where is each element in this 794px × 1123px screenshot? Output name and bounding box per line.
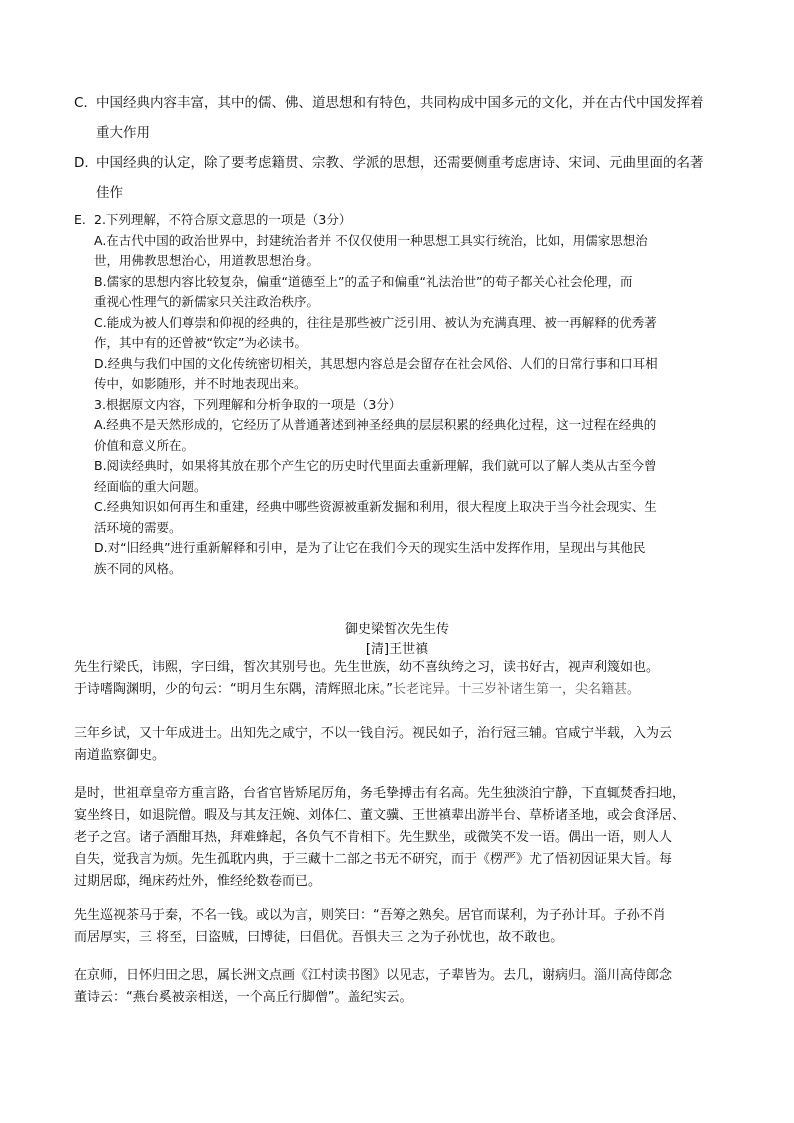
question-line: 活环境的需要。 bbox=[94, 519, 182, 535]
paragraph-line: 先生巡视茶马于秦，不名一钱。或以为言，则笑曰：“吾筹之熟矣。居官而谋利，为子孙计耳。子孙不肖 bbox=[74, 908, 666, 923]
paragraph-line: 自失，觉我言为烦。先生孤耽内典，于三藏十二部之书无不研究，而于《楞严》尤了悟初因证果大旨。每 bbox=[74, 852, 673, 867]
question-line: 族不同的风格。 bbox=[94, 560, 182, 576]
question-line: C.经典知识如何再生和重建，经典中哪些资源被重新发掘和利用，很大程度上取决于当今社会现实、生 bbox=[94, 499, 657, 514]
question-line: D.对“旧经典”进行重新解释和引申，是为了让它在我们今天的现实生活中发挥作用，呈现出与其他民 bbox=[94, 540, 646, 555]
question-line: 价值和意义所在。 bbox=[94, 437, 195, 453]
essay-author: [清]王世禛 bbox=[365, 642, 429, 657]
question-line: 经面临的重大问题。 bbox=[94, 478, 207, 494]
question-line: B.阅读经典时，如果将其放在那个产生它的历史时代里面去重新理解，我们就可以了解人类从古至今曾 bbox=[94, 458, 657, 473]
option-c-line-1: 中国经典内容丰富，其中的儒、佛、道思想和有特色，共同构成中国多元的文化，并在古代中国发挥着 bbox=[96, 95, 704, 111]
essay-paragraph bbox=[74, 905, 734, 949]
essay-paragraph bbox=[74, 723, 734, 767]
question-line: C.能成为被人们尊崇和仰视的经典的，往往是那些被广泛引用、被认为充满真理、被一再解释的优秀著 bbox=[94, 314, 657, 330]
option-e-key: E. bbox=[74, 212, 86, 227]
paragraph-line: 先生行梁氏，讳熙，字曰缉，皙次其别号也。先生世族，幼不喜纨绔之习，读书好古，视声利篾如也。 bbox=[74, 660, 660, 675]
paragraph-line: 而居厚实，三 将至，曰盗贼，曰博徒，曰倡优。吾惧夫三 之为子孙忧也，故不敢也。 bbox=[74, 930, 564, 945]
essay-paragraph bbox=[74, 657, 734, 701]
paragraph-line: 宴坐终日，如退院僧。暇及与其友汪婉、刘体仁、董文骥、王世禛辈出游半台、草桥诸圣地，或会食泽居、 bbox=[74, 808, 686, 823]
question-line: B.儒家的思想内容比较复杂，偏重“道德至上”的孟子和偏重“礼法治世”的荀子都关心社会伦理，而 bbox=[94, 273, 633, 289]
essay-title: 御史梁皙次先生传 bbox=[344, 622, 449, 637]
paragraph-line: 是时，世祖章皇帝方重言路，台省官皆矫尾厉角，务毛挚搏击有名高。先生独淡泊宁静，下直辄焚香扫地， bbox=[74, 786, 686, 801]
paragraph-line: 老子之宫。诸子酒酣耳热，拜难蜂起，各负气不肯相下。先生默坐，或微笑不发一语。偶出一语，则人人 bbox=[74, 830, 673, 845]
question-line: 世，用佛教思想治心，用道教思想治身。 bbox=[94, 253, 320, 268]
question-line: E. 2.下列理解，不符合原文意思的一项是（3分） bbox=[74, 210, 734, 231]
question-line: A.经典不是天然形成的，它经历了从普通著述到神圣经典的层层积累的经典化过程，这一过程在经典的 bbox=[94, 417, 657, 432]
paragraph-line: 董诗云：“燕台奚被亲相送，一个高丘行脚僧”。盖纪实云。 bbox=[74, 990, 413, 1005]
paragraph-line: 过期居邸，绳床药灶外，惟经纶数卷而已。 bbox=[74, 874, 322, 889]
option-c-key: C. bbox=[74, 95, 88, 111]
question-line: 传中，如影随形，并不时地表现出来。 bbox=[94, 376, 307, 391]
question-line: 作，其中有的还曾被“钦定”为必读书。 bbox=[94, 335, 307, 350]
essay-paragraph bbox=[74, 965, 734, 1009]
paragraph-line: 在京师，日怀归田之思，属长洲文点画《江村读书图》以见志，子辈皆为。去几，谢病归。淄川高侍郎念 bbox=[74, 968, 673, 983]
paragraph-line: 于诗嗜陶渊明，少的句云：“明月生东隅，清辉照北床。”长老诧异。十三岁补诸生第一，尖名籍甚。 bbox=[74, 682, 640, 697]
option-d-key: D. bbox=[74, 155, 89, 171]
question-line: 重视心性理气的新儒家只关注政治秩序。 bbox=[94, 294, 320, 309]
option-d-line-2: 佳作 bbox=[96, 185, 123, 201]
question-line: A.在古代中国的政治世界中，封建统治者并 不仅仅使用一种思想工具实行统治，比如，用儒家思想治 bbox=[94, 232, 648, 248]
option-c bbox=[74, 88, 734, 148]
option-d bbox=[74, 148, 734, 208]
option-d-line-1: 中国经典的认定，除了要考虑籍贯、宗教、学派的思想，还需要侧重考虑唐诗、宋词、元曲里面的名著 bbox=[96, 155, 704, 171]
question-line: 3.根据原文内容，下列理解和分析争取的一项是（3分） bbox=[94, 396, 402, 412]
paragraph-line: 南道监察御史。 bbox=[74, 748, 166, 763]
question-block bbox=[74, 210, 734, 579]
question-line: D.经典与我们中国的文化传统密切相关，其思想内容总是会留存在社会风俗、人们的日常行事和口耳相 bbox=[94, 355, 658, 371]
paragraph-line: 三年乡试，又十年成进士。出知先之咸宁，不以一钱自污。视民如子，治行冠三辅。官咸宁半载，入为云 bbox=[74, 726, 673, 741]
essay-paragraph bbox=[74, 783, 734, 893]
option-c-line-2: 重大作用 bbox=[96, 125, 150, 141]
